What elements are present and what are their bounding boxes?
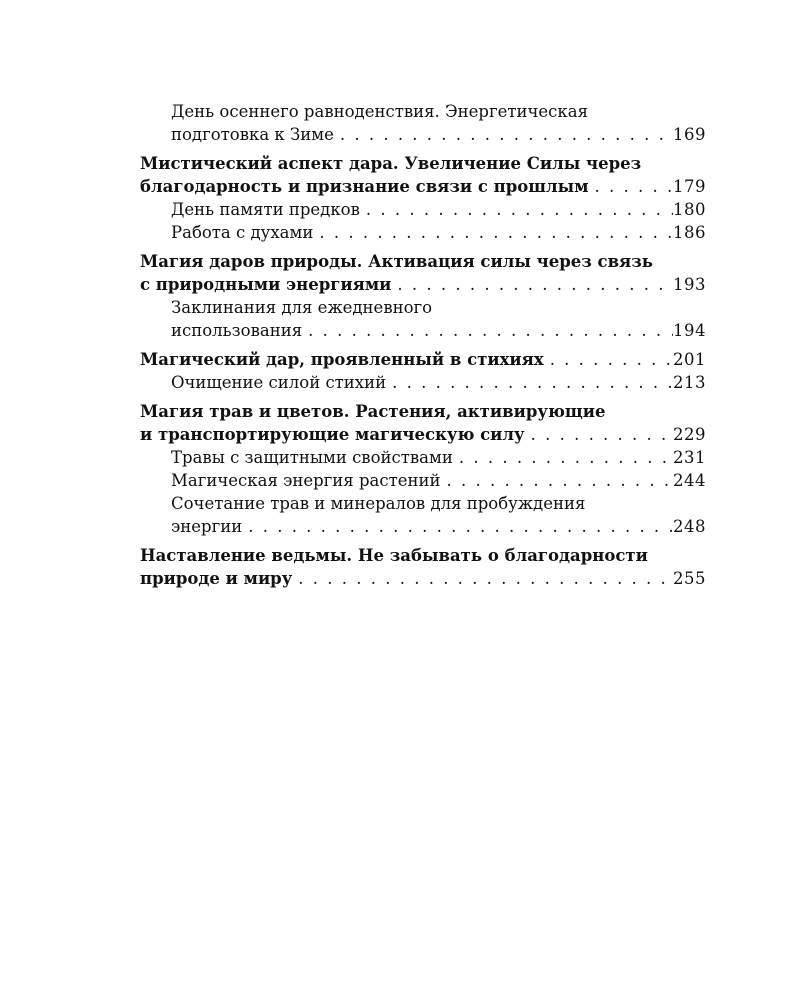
toc-entry-herbs-minerals[interactable] [140, 492, 706, 538]
table-of-contents [140, 100, 706, 596]
page-number: 186 [673, 223, 706, 242]
page-number: 229 [673, 425, 706, 444]
toc-entry-elements-cleansing[interactable] [140, 371, 706, 394]
dot-leader [386, 371, 673, 394]
toc-entry-title-line: Магическая энергия растений [171, 471, 441, 490]
dot-leader [453, 446, 673, 469]
page-number: 180 [673, 200, 706, 219]
toc-entry-title-line: подготовка к Зиме [171, 125, 334, 144]
toc-entry-title-line: энергии [171, 517, 243, 536]
toc-entry-title-line: Магия трав и цветов. Растения, активирующие [140, 402, 606, 421]
toc-entry-title-line: с природными энергиями [140, 275, 392, 294]
toc-entry-title-line: День памяти предков [171, 200, 360, 219]
dot-leader [391, 273, 673, 296]
toc-group [140, 152, 706, 244]
toc-entry-title-line: использования [171, 321, 303, 340]
toc-entry-title-line: Заклинания для ежедневного [171, 298, 433, 317]
toc-group [140, 100, 706, 146]
toc-entry-title-line: Магический дар, проявленный в стихиях [140, 350, 544, 369]
toc-entry-autumn-equinox[interactable] [140, 100, 706, 146]
toc-group [140, 348, 706, 394]
toc-chapter-mystical-aspect[interactable] [140, 152, 706, 198]
toc-group [140, 250, 706, 342]
page-number: 201 [673, 350, 706, 369]
page-number: 213 [673, 373, 706, 392]
toc-entry-ancestors-day[interactable] [140, 198, 706, 221]
dot-leader [334, 123, 673, 146]
toc-entry-title-line: Мистический аспект дара. Увеличение Силы через [140, 154, 642, 173]
toc-chapter-nature-gifts[interactable] [140, 250, 706, 296]
dot-leader [544, 348, 673, 371]
toc-group [140, 544, 706, 590]
toc-entry-title-line: и транспортирующие магическую силу [140, 425, 525, 444]
toc-entry-daily-spells[interactable] [140, 296, 706, 342]
toc-entry-protective-herbs[interactable] [140, 446, 706, 469]
dot-leader [313, 221, 673, 244]
page-number: 169 [673, 125, 706, 144]
toc-chapter-elements-gift[interactable] [140, 348, 706, 371]
toc-entry-title-line: Сочетание трав и минералов для пробуждения [171, 494, 586, 513]
page-number: 244 [673, 471, 706, 490]
dot-leader [589, 175, 673, 198]
toc-entry-title-line: Наставление ведьмы. Не забывать о благодарности [140, 546, 648, 565]
page-number: 194 [673, 321, 706, 340]
toc-entry-title-line: Работа с духами [171, 223, 314, 242]
toc-entry-title-line: День осеннего равноденствия. Энергетическая [171, 102, 588, 121]
dot-leader [360, 198, 673, 221]
toc-entry-title-line: благодарность и признание связи с прошлым [140, 177, 589, 196]
page-number: 231 [673, 448, 706, 467]
dot-leader [242, 515, 673, 538]
dot-leader [440, 469, 673, 492]
page-number: 193 [673, 275, 706, 294]
page-number: 248 [673, 517, 706, 536]
toc-chapter-witch-guidance[interactable] [140, 544, 706, 590]
toc-entry-title-line: Очищение силой стихий [171, 373, 387, 392]
page-number: 179 [673, 177, 706, 196]
dot-leader [292, 567, 673, 590]
toc-entry-spirits-work[interactable] [140, 221, 706, 244]
toc-entry-title-line: природе и миру [140, 569, 293, 588]
toc-entry-plant-energy[interactable] [140, 469, 706, 492]
toc-entry-title-line: Магия даров природы. Активация силы через связь [140, 252, 653, 271]
toc-group [140, 400, 706, 538]
toc-chapter-herbs-flowers[interactable] [140, 400, 706, 446]
dot-leader [302, 319, 673, 342]
dot-leader [525, 423, 673, 446]
toc-entry-title-line: Травы с защитными свойствами [171, 448, 453, 467]
page-number: 255 [673, 569, 706, 588]
